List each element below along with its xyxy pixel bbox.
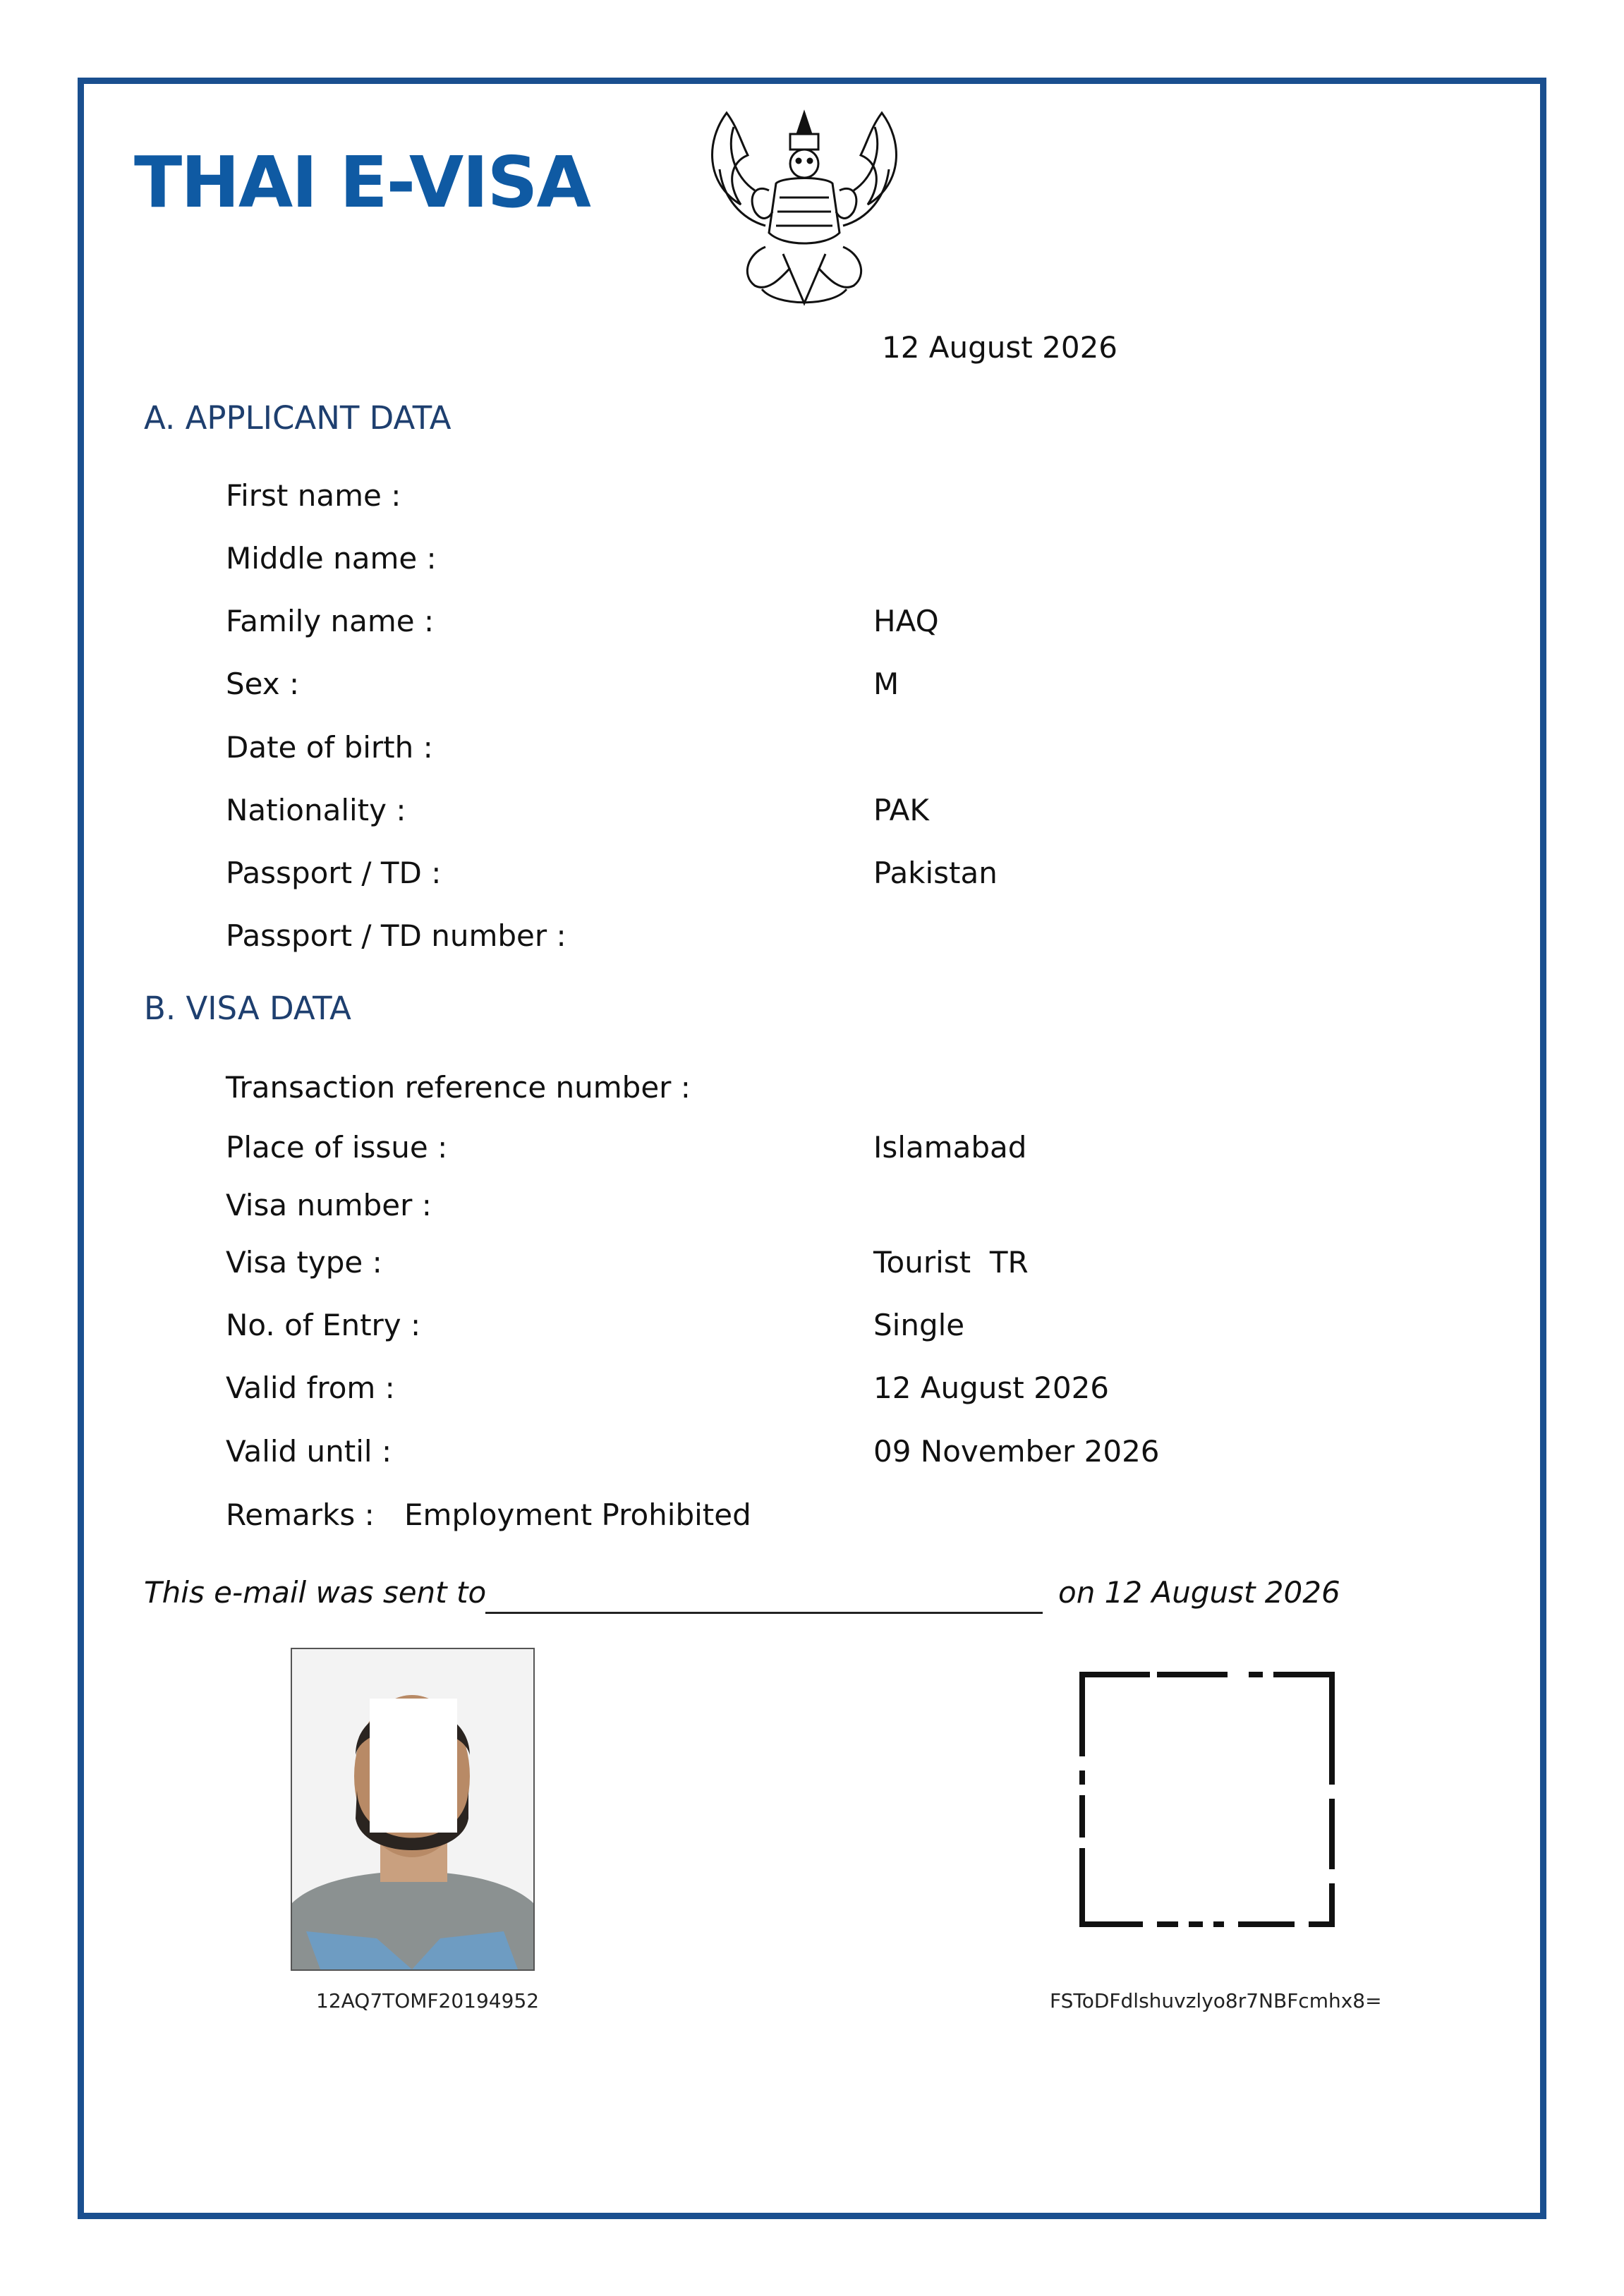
brand-title: THAI E-VISA <box>134 141 590 224</box>
garuda-emblem-icon <box>698 99 910 314</box>
sex-value: M <box>873 667 899 701</box>
passport-number-label: Passport / TD number : <box>226 918 566 953</box>
sex-label: Sex : <box>226 667 300 701</box>
remarks-value: Employment Prohibited <box>404 1498 751 1532</box>
place-of-issue-label: Place of issue : <box>226 1130 448 1165</box>
qr-code-placeholder-icon <box>1079 1672 1335 1927</box>
valid-from-label: Valid from : <box>226 1371 395 1405</box>
valid-from-value: 12 August 2026 <box>873 1371 1110 1405</box>
family-name-value: HAQ <box>873 604 939 638</box>
place-of-issue-value: Islamabad <box>873 1130 1027 1165</box>
person-photo-icon <box>292 1649 533 1969</box>
applicant-photo <box>291 1648 535 1971</box>
visa-section-title: B. VISA DATA <box>144 990 351 1027</box>
first-name-label: First name : <box>226 478 401 513</box>
transaction-reference-label: Transaction reference number : <box>226 1070 691 1105</box>
passport-value: Pakistan <box>873 856 998 890</box>
middle-name-label: Middle name : <box>226 541 437 576</box>
visa-type-value: Tourist TR <box>873 1245 1029 1280</box>
nationality-label: Nationality : <box>226 793 406 827</box>
email-sent-date: on 12 August 2026 <box>1058 1575 1340 1610</box>
passport-label: Passport / TD : <box>226 856 442 890</box>
entry-value: Single <box>873 1308 965 1342</box>
visa-type-label: Visa type : <box>226 1245 382 1280</box>
issue-date: 12 August 2026 <box>882 330 1118 365</box>
remarks-label: Remarks : <box>226 1498 375 1532</box>
nationality-value: PAK <box>873 793 929 827</box>
photo-reference-code: 12AQ7TOMF20194952 <box>316 1989 540 2012</box>
valid-until-value: 09 November 2026 <box>873 1434 1160 1469</box>
email-address-redacted-line <box>485 1612 1043 1614</box>
valid-until-label: Valid until : <box>226 1434 392 1469</box>
visa-number-label: Visa number : <box>226 1188 432 1222</box>
entry-label: No. of Entry : <box>226 1308 421 1342</box>
date-of-birth-label: Date of birth : <box>226 730 433 765</box>
email-sent-prefix: This e-mail was sent to <box>144 1575 487 1610</box>
family-name-label: Family name : <box>226 604 435 638</box>
applicant-section-title: A. APPLICANT DATA <box>144 399 452 437</box>
verification-code: FSToDFdlshuvzlyo8r7NBFcmhx8= <box>1050 1989 1382 2012</box>
